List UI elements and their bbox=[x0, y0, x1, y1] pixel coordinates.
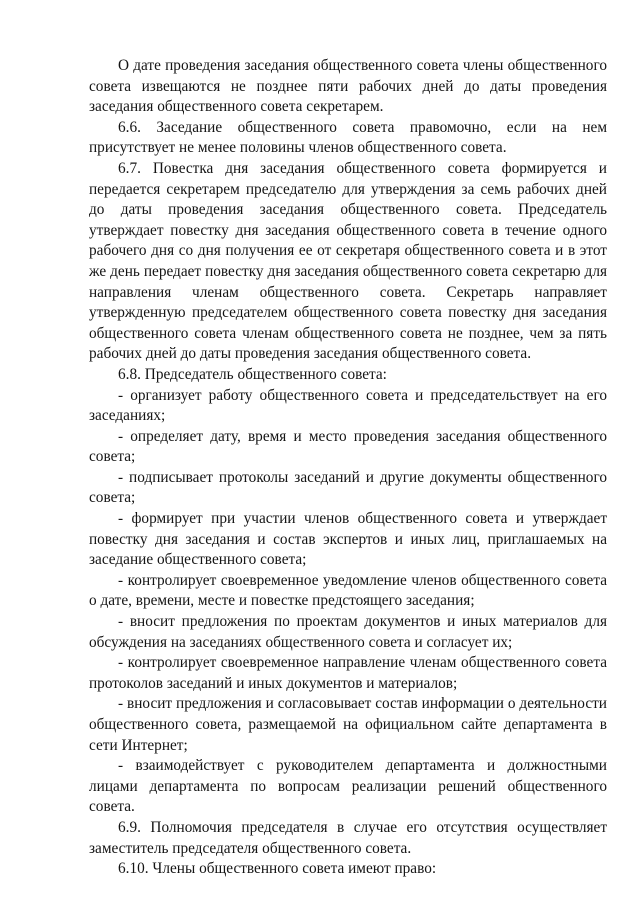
chair-duty-item: - формирует при участии членов общественного совета и утверждает повестку дня заседания и состав экспертов и иных лиц, приглашаемых на заседание общественного совета; bbox=[89, 510, 607, 569]
paragraph-6-7: 6.7. Повестка дня заседания общественного совета формируется и передается секретарем председателю для утверждения за семь рабочих дней до даты проведения заседания общественного совета. Председатель утверждает повестку дня заседания общественного совета в течение одного рабочего дня со дня получения ее от секретаря общественного совета и в этот же день передает повестку дня заседания общественного совета секретарю для направления членам общественного совета. Секретарь направляет утвержденную председателем общественного совета повестку дня заседания общественного совета членам общественного совета не позднее, чем за пять рабочих дней до даты проведения заседания общественного совета. bbox=[89, 159, 607, 363]
paragraph-6-10: 6.10. Члены общественного совета имеют право: bbox=[118, 860, 437, 878]
paragraph-6-6: 6.6. Заседание общественного совета правомочно, если на нем присутствует не менее половины членов общественного совета. bbox=[89, 118, 607, 157]
chair-duty-item: - взаимодействует с руководителем департамента и должностными лицами департамента по вопросам реализации решений общественного совета. bbox=[89, 757, 607, 816]
chair-duty-item: - вносит предложения по проектам документов и иных материалов для обсуждения на заседаниях общественного совета и согласует их; bbox=[89, 613, 607, 651]
chair-duty-item: - подписывает протоколы заседаний и другие документы общественного совета; bbox=[89, 468, 607, 507]
paragraph-6-9: 6.9. Полномочия председателя в случае его отсутствия осуществляет заместитель председателя общественного совета. bbox=[89, 818, 607, 857]
chair-duty-item: - вносит предложения и согласовывает состав информации о деятельности общественного совета, размещаемой на официальном сайте департамента в сети Интернет; bbox=[89, 695, 607, 754]
document-body bbox=[89, 56, 607, 880]
chair-duty-item: - контролирует своевременное направление членам общественного совета протоколов заседаний и иных документов и материалов; bbox=[89, 654, 607, 692]
chair-duty-item: - организует работу общественного совета и председательствует на его заседаниях; bbox=[89, 386, 607, 425]
paragraph-notice: О дате проведения заседания общественного совета члены общественного совета извещаются не позднее пяти рабочих дней до даты проведения заседания общественного совета секретарем. bbox=[89, 57, 607, 116]
chair-duty-item: - контролирует своевременное уведомление членов общественного совета о дате, времени, месте и повестке предстоящего заседания; bbox=[89, 571, 607, 610]
paragraph-6-8: 6.8. Председатель общественного совета: bbox=[118, 365, 387, 383]
chair-duty-item: - определяет дату, время и место проведения заседания общественного совета; bbox=[89, 427, 607, 466]
